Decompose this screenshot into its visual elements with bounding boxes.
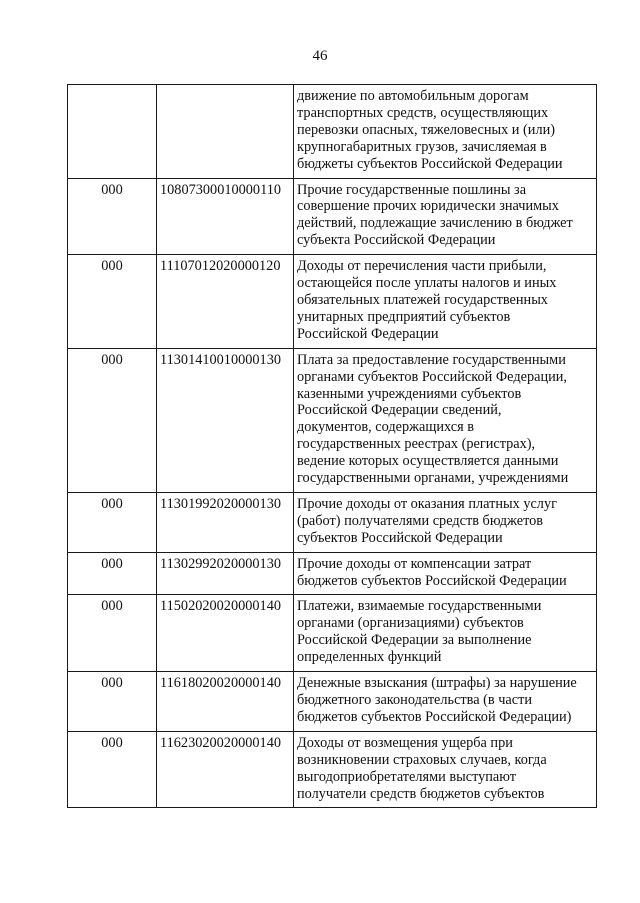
revenue-name-line: (работ) получателями средств бюджетов (297, 512, 544, 529)
revenue-name-line: документов, содержащихся в (297, 419, 474, 436)
revenue-name-line: казенными учреждениями субъектов (297, 385, 522, 402)
table-row (68, 595, 597, 672)
revenue-code-cell: 11107012020000120 (157, 255, 294, 349)
revenue-name-line: определенных функций (297, 649, 442, 666)
revenue-name-line: бюджетного законодательства (в части (297, 692, 533, 708)
revenue-name-line: возникновении страховых случаев, когда (297, 751, 547, 768)
revenue-name-line: Платежи, взимаемые государственными (297, 598, 542, 615)
admin-code-cell (68, 85, 157, 179)
revenue-name-line: Доходы от перечисления части прибыли, (297, 258, 547, 275)
revenue-name-cell (294, 255, 597, 349)
revenue-name-cell (294, 85, 597, 179)
revenue-name-line: выгодоприобретателями выступают (297, 768, 517, 785)
revenue-name-line: унитарных предприятий субъектов (297, 308, 511, 325)
table-row (68, 552, 597, 595)
admin-code-cell: 000 (68, 348, 157, 492)
revenue-name-line: Плата за предоставление государственными (297, 351, 566, 368)
revenue-name-cell (294, 731, 597, 808)
revenue-name-line: Российской Федерации (297, 325, 439, 342)
table-row (68, 85, 597, 179)
revenue-name-line: органами (организациями) субъектов (297, 615, 524, 632)
revenue-name-line: остающейся после уплаты налогов и иных (297, 275, 557, 292)
revenue-name-line: Прочие доходы от оказания платных услуг (297, 495, 557, 512)
revenue-name-line: крупногабаритных грузов, зачисляемая в (297, 138, 547, 155)
revenue-codes-table (67, 84, 597, 808)
revenue-name-line: Прочие доходы от компенсации затрат (297, 555, 532, 572)
revenue-name-line: бюджетов субъектов Российской Федерации (297, 572, 567, 589)
revenue-name-line: органами субъектов Российской Федерации, (297, 368, 567, 385)
revenue-name-line: транспортных средств, осуществляющих (297, 104, 549, 121)
table-row (68, 492, 597, 552)
revenue-name-line: Российской Федерации сведений, (297, 402, 502, 419)
revenue-name-cell (294, 672, 597, 732)
table-row (68, 255, 597, 349)
admin-code-cell: 000 (68, 731, 157, 808)
revenue-name-line: обязательных платежей государственных (297, 291, 548, 308)
revenue-code-cell: 10807300010000110 (157, 178, 294, 255)
revenue-name-line: государственными органами, учреждениями (297, 470, 569, 487)
table-row (68, 178, 597, 255)
admin-code-cell: 000 (68, 492, 157, 552)
revenue-name-line: ведение которых осуществляется данными (297, 453, 559, 470)
admin-code-cell: 000 (68, 552, 157, 595)
revenue-name-line: Прочие государственные пошлины за (297, 181, 527, 198)
revenue-name-line: государственных реестрах (регистрах), (297, 436, 536, 453)
revenue-code-cell: 11301992020000130 (157, 492, 294, 552)
revenue-name-line: перевозки опасных, тяжеловесных и (или) (297, 121, 555, 138)
revenue-name-line: Денежные взыскания (штрафы) за нарушение (297, 675, 577, 692)
admin-code-cell: 000 (68, 255, 157, 349)
admin-code-cell: 000 (68, 178, 157, 255)
revenue-name-line: Российской Федерации за выполнение (297, 632, 532, 649)
revenue-code-cell (157, 85, 294, 179)
revenue-name-line: движение по автомобильным дорогам (297, 88, 529, 104)
revenue-name-cell (294, 492, 597, 552)
revenue-name-line: бюджеты субъектов Российской Федерации (297, 155, 563, 172)
revenue-code-cell: 11302992020000130 (157, 552, 294, 595)
revenue-name-line: совершение прочих юридически значимых (297, 198, 559, 215)
table-row (68, 672, 597, 732)
revenue-name-cell (294, 552, 597, 595)
table-row (68, 348, 597, 492)
revenue-name-line: субъекта Российской Федерации (297, 232, 496, 249)
table-row (68, 731, 597, 808)
revenue-name-cell (294, 348, 597, 492)
revenue-name-line: действий, подлежащие зачислению в бюджет (297, 215, 573, 232)
table-body (68, 85, 597, 808)
revenue-name-line: бюджетов субъектов Российской Федерации) (297, 708, 572, 725)
revenue-name-line: субъектов Российской Федерации (297, 529, 503, 546)
revenue-code-cell: 11623020020000140 (157, 731, 294, 808)
admin-code-cell: 000 (68, 595, 157, 672)
revenue-name-line: Доходы от возмещения ущерба при (297, 734, 513, 751)
revenue-code-cell: 11618020020000140 (157, 672, 294, 732)
page-number: 46 (312, 48, 328, 64)
revenue-code-cell: 11502020020000140 (157, 595, 294, 672)
admin-code-cell: 000 (68, 672, 157, 732)
revenue-code-cell: 11301410010000130 (157, 348, 294, 492)
revenue-name-cell (294, 595, 597, 672)
revenue-name-line: получатели средств бюджетов субъектов (297, 785, 545, 802)
revenue-name-cell (294, 178, 597, 255)
